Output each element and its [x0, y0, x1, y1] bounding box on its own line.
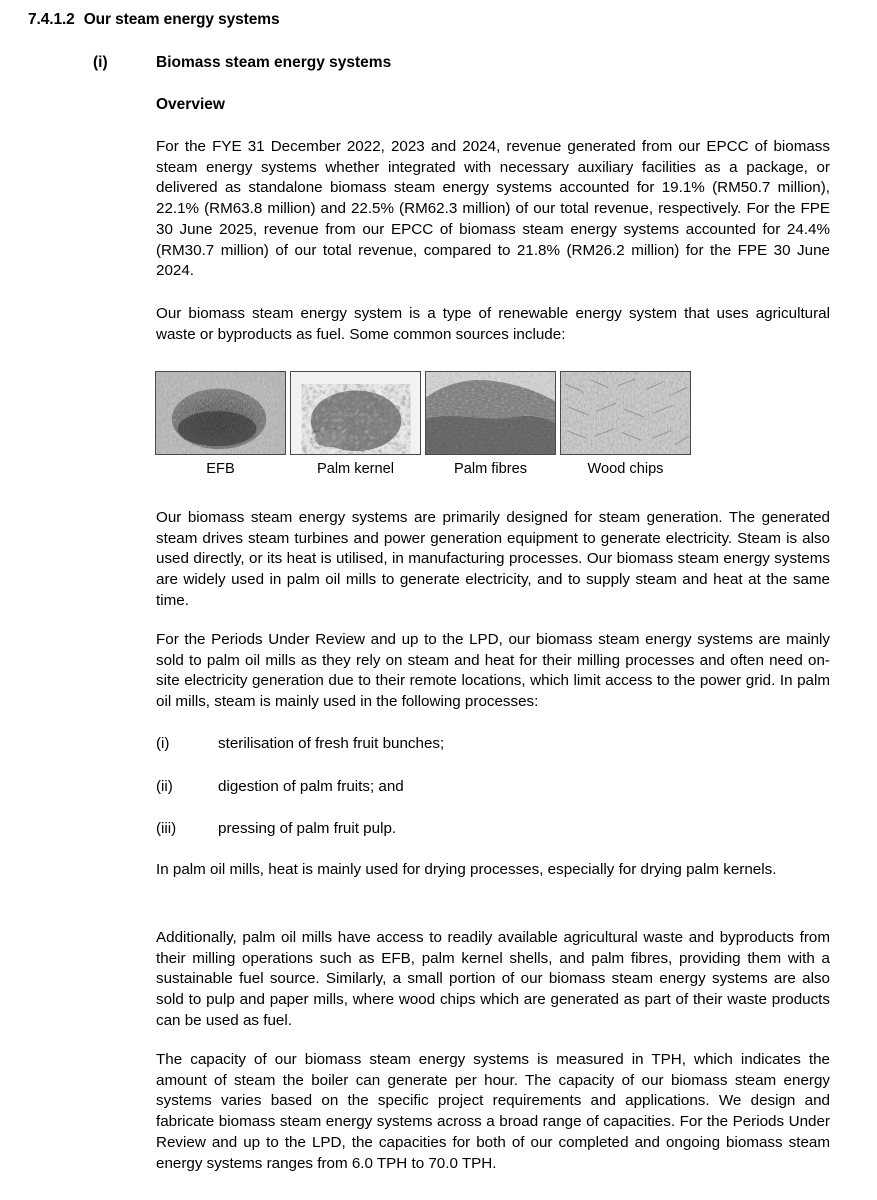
section-heading	[28, 10, 830, 30]
list-item	[156, 734, 830, 755]
subsection-heading	[93, 53, 830, 73]
list-item-marker: (ii)	[156, 777, 173, 795]
wood-chips-photo	[560, 371, 691, 455]
fuel-source-figure-row	[155, 371, 689, 478]
subsection-marker: (i)	[93, 54, 108, 71]
paragraph-block-7	[156, 1050, 830, 1174]
efb-photo	[155, 371, 286, 455]
list-item-label: sterilisation of fresh fruit bunches;	[218, 735, 445, 752]
figure-efb	[155, 371, 286, 478]
list-item-label: pressing of palm fruit pulp.	[218, 820, 397, 838]
steam-process-list	[156, 734, 830, 840]
list-item-marker: (i)	[156, 735, 170, 752]
paragraph-byproducts: Additionally, palm oil mills have access to readily available agricultural waste and byproducts from their milling operations such as EFB, palm kernel shells, and palm fibres, providing them with a sustainable fuel source. Similarly, a small portion of our biomass steam energy systems are also sold to pulp and paper mills, where wood chips which are generated as part of their waste products can be used as fuel.	[156, 929, 830, 1029]
paragraph-revenue-summary: For the FYE 31 December 2022, 2023 and 2024, revenue generated from our EPCC of biomass steam energy systems whether integrated with necessary auxiliary facilities as a package, or delivered as standalone biomass steam energy systems accounted for 19.1% (RM50.7 million), 22.1% (RM63.8 million) and 22.5% (RM62.3 million) of our total revenue, respectively. For the FPE 30 June 2025, revenue from our EPCC of biomass steam energy systems accounted for 24.4% (RM30.7 million) of our total revenue, compared to 21.8% (RM26.2 million) for the FPE 30 June 2024.	[156, 138, 830, 280]
figure-wood-chips	[560, 371, 691, 478]
paragraph-palm-oil-mills: For the Periods Under Review and up to the LPD, our biomass steam energy systems are mainly sold to palm oil mills as they rely on steam and heat for their milling processes and often need on-site electricity generation due to their remote locations, which limit access to the power grid. In palm oil mills, steam is mainly used in the following processes:	[156, 631, 830, 711]
overview-heading: Overview	[156, 96, 225, 113]
paragraph-block-5	[156, 860, 830, 881]
figure-caption: Wood chips	[587, 461, 664, 477]
paragraph-steam-generation: Our biomass steam energy systems are primarily designed for steam generation. The generated steam drives steam turbines and power generation equipment to generate electricity. Steam is also used directly, or its heat is utilised, in manufacturing processes. Our biomass steam energy systems are widely used in palm oil mills to generate electricity, and to supply steam and heat at the same time.	[156, 509, 830, 609]
figure-caption: Palm kernel	[316, 461, 395, 477]
section-number: 7.4.1.2	[28, 11, 75, 28]
list-item-label: digestion of palm fruits; and	[218, 777, 404, 795]
section-title: Our steam energy systems	[83, 11, 280, 28]
paragraph-fuel-sources-intro: Our biomass steam energy system is a type of renewable energy system that uses agricultural waste or byproducts as fuel. Some common sources include:	[156, 305, 830, 343]
paragraph-block-1	[156, 137, 830, 282]
paragraph-heat-drying: In palm oil mills, heat is mainly used for drying processes, especially for drying palm kernels.	[156, 861, 777, 878]
figure-palm-kernel	[290, 371, 421, 478]
paragraph-block-2	[156, 304, 830, 345]
palm-fibres-photo	[425, 371, 556, 455]
figure-palm-fibres	[425, 371, 556, 478]
list-item	[156, 777, 830, 798]
paragraph-capacity-tph: The capacity of our biomass steam energy systems is measured in TPH, which indicates the amount of steam the boiler can generate per hour. The capacity of our biomass steam energy systems varies based on the specific project requirements and applications. We design and fabricate biomass steam energy systems across a broad range of capacities. For the Periods Under Review and up to the LPD, the capacities for both of our completed and ongoing biomass steam energy systems ranges from 6.0 TPH to 70.0 TPH.	[156, 1051, 830, 1172]
list-item-marker: (iii)	[156, 820, 177, 838]
paragraph-block-6	[156, 928, 830, 1032]
paragraph-block-4	[156, 630, 830, 713]
figure-caption: Palm fibres	[454, 461, 527, 477]
palm-kernel-photo	[290, 371, 421, 455]
subsection-title: Biomass steam energy systems	[156, 54, 392, 71]
paragraph-block-3	[156, 508, 830, 612]
list-item	[156, 819, 830, 840]
figure-caption: EFB	[206, 461, 235, 477]
